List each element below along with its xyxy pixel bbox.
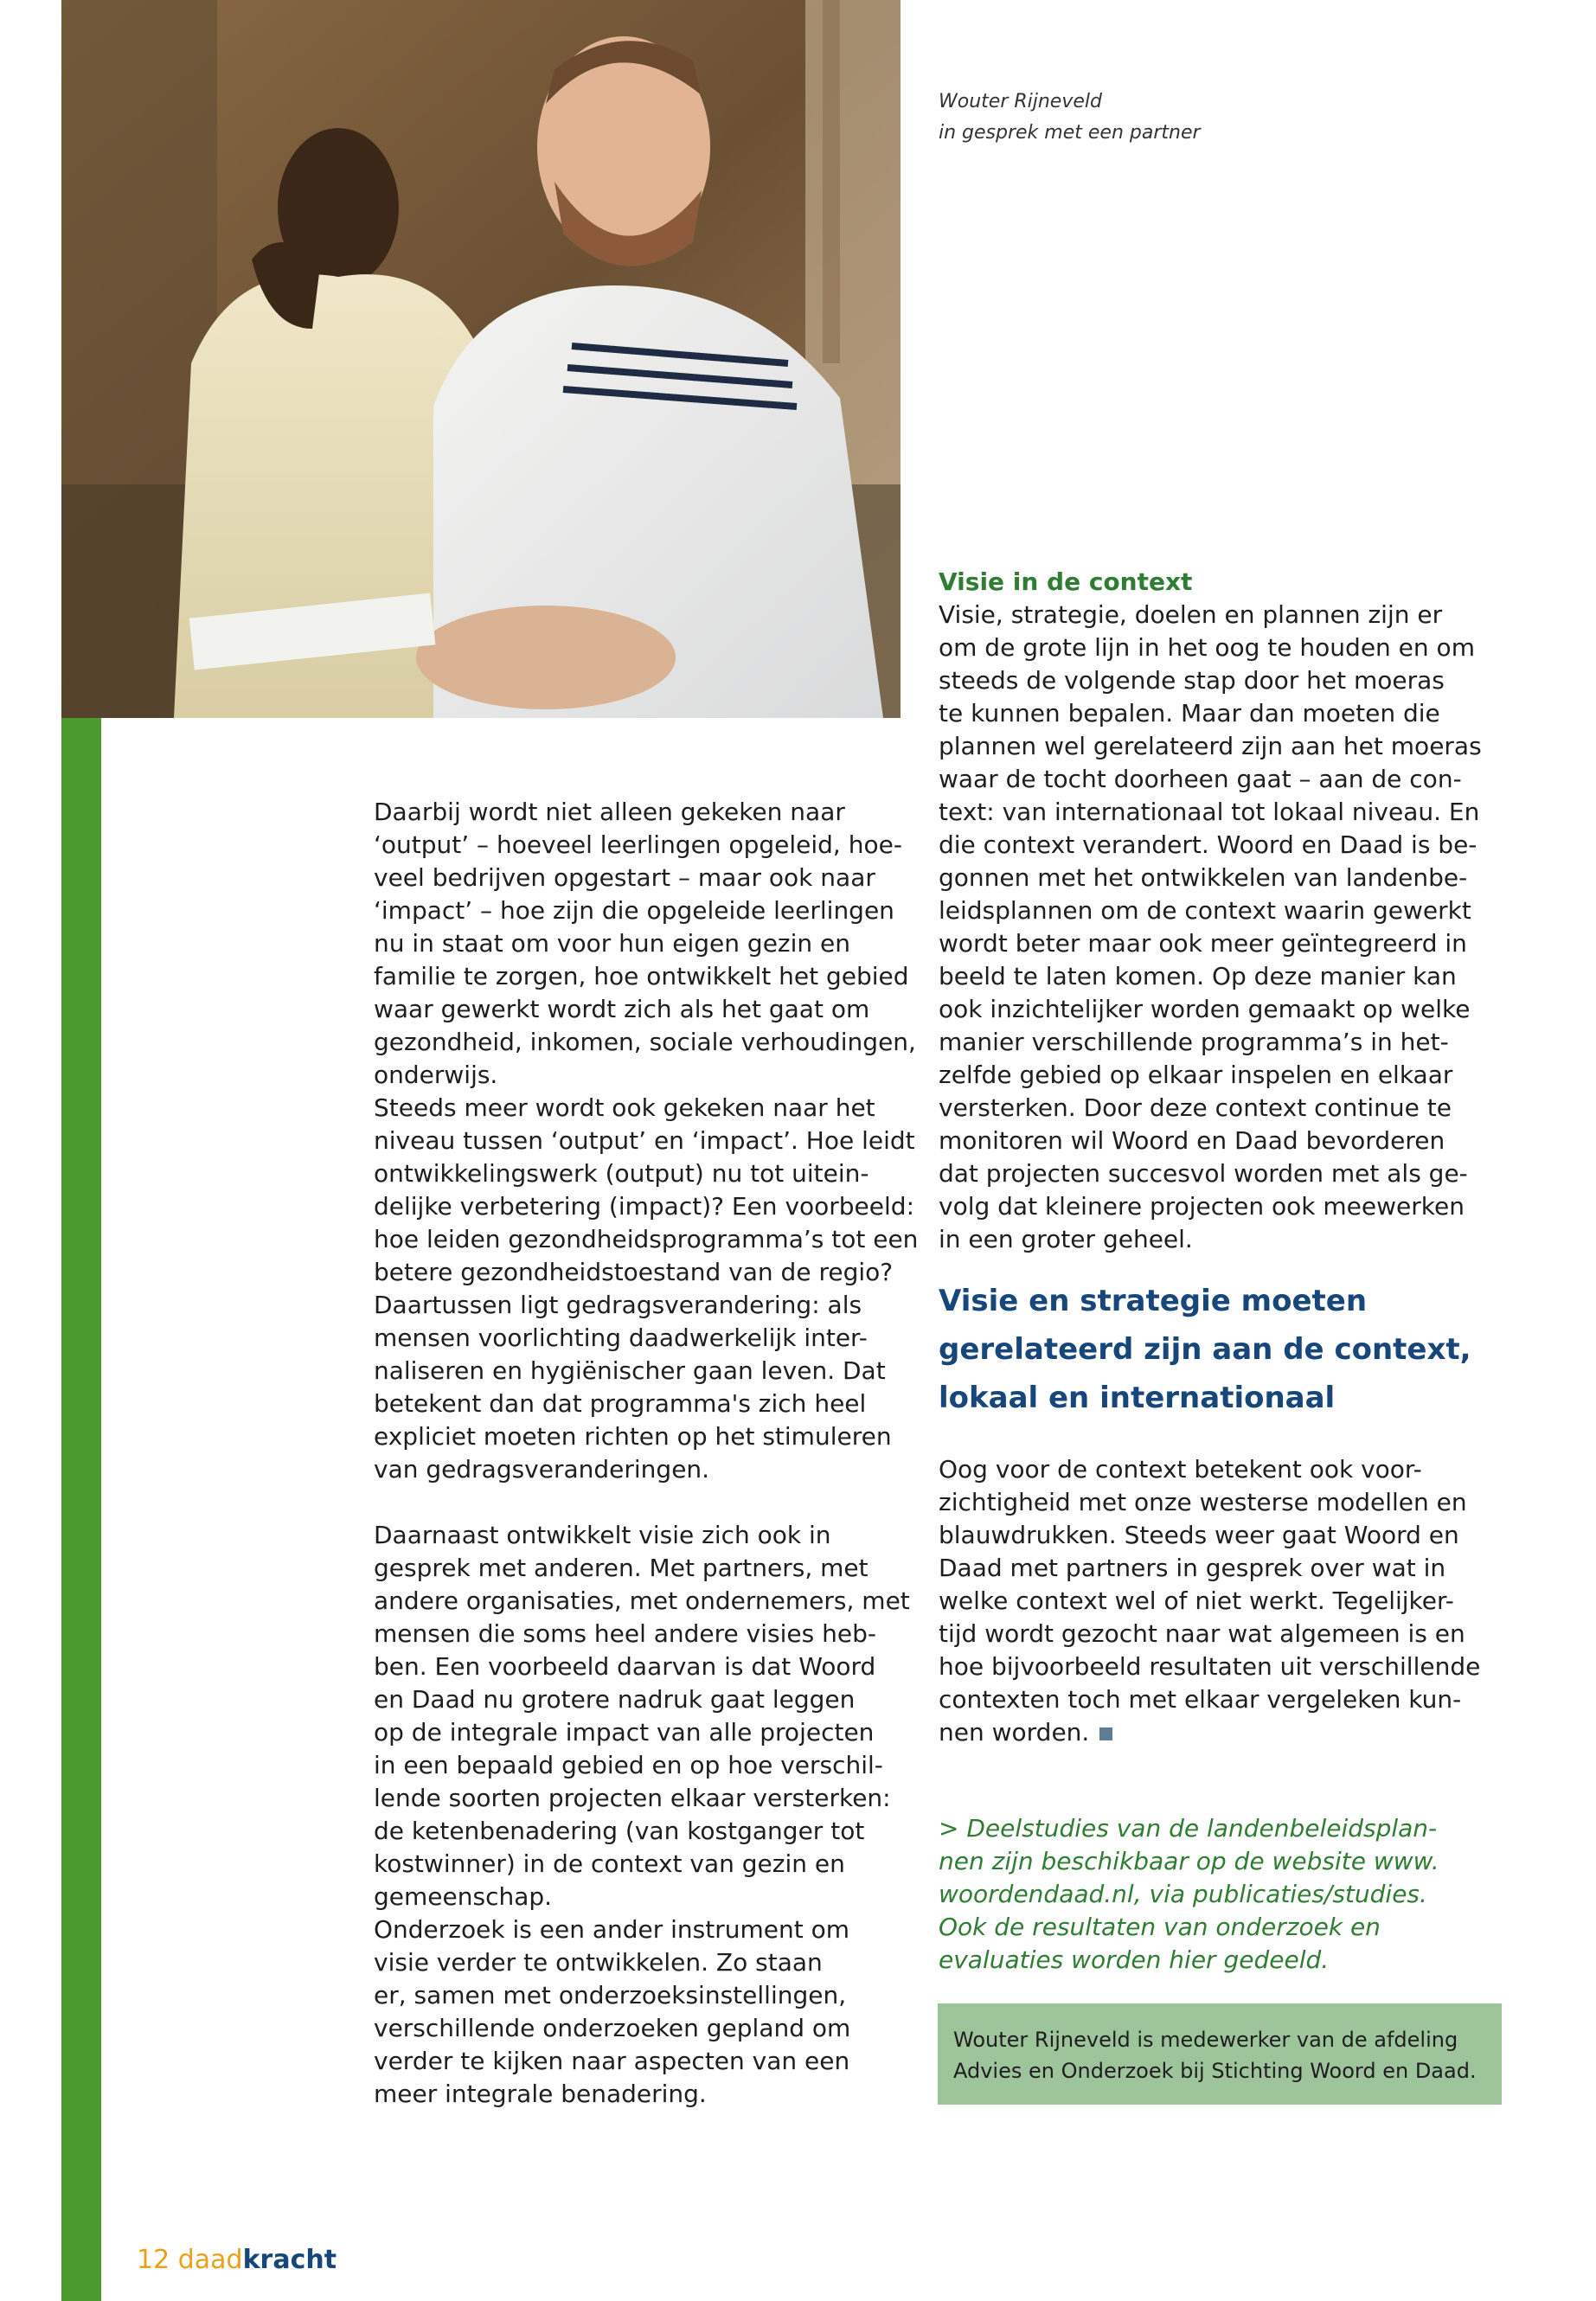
paragraph-line: text: van internationaal tot lokaal niveau. En [939,798,1480,826]
paragraph-line: gonnen met het ontwikkelen van landenbe- [939,863,1468,892]
paragraph-line: om de grote lijn in het oog te houden en om [939,633,1475,662]
caption-line-2: in gesprek met een partner [939,122,1201,144]
paragraph-line: volg dat kleinere projecten ook meewerken [939,1192,1465,1221]
bio-line: Advies en Onderzoek bij Stichting Woord en Daad. [953,2059,1477,2083]
paragraph-line: verschillende onderzoeken gepland om [374,2014,851,2042]
photo-caption [939,87,1371,149]
paragraph-line: ‘output’ – hoeveel leerlingen opgeleid, hoe- [374,830,902,859]
paragraph-line: Daartussen ligt gedragsverandering: als [374,1291,862,1319]
photo-illustration [61,0,901,718]
right-column-text [939,566,1482,1256]
paragraph-line: nu in staat om voor hun eigen gezin en [374,929,851,958]
paragraph-line: er, samen met onderzoeksinstellingen, [374,1981,847,2009]
link-note-line: woordendaad.nl, via publicaties/studies. [939,1880,1427,1908]
paragraph-line: familie te zorgen, hoe ontwikkelt het gebied [374,962,909,990]
paragraph-line: plannen wel gerelateerd zijn aan het moeras [939,732,1482,760]
paragraph-line: Daad met partners in gesprek over wat in [939,1554,1446,1582]
paragraph-line: waar de tocht doorheen gaat – aan de con- [939,765,1462,793]
paragraph-line: wordt beter maar ook meer geïntegreerd in [939,929,1467,958]
paragraph-line: monitoren wil Woord en Daad bevorderen [939,1126,1445,1155]
paragraph-line: blauwdrukken. Steeds weer gaat Woord en [939,1521,1459,1549]
paragraph-line: Steeds meer wordt ook gekeken naar het [374,1093,875,1122]
paragraph-line: veel bedrijven opgestart – maar ook naar [374,863,875,892]
paragraph-line: delijke verbetering (impact)? Een voorbeeld: [374,1192,914,1221]
paragraph-line: niveau tussen ‘output’ en ‘impact’. Hoe leidt [374,1126,915,1155]
pull-quote-line: gerelateerd zijn aan de context, [939,1332,1471,1367]
paragraph-line: betere gezondheidstoestand van de regio? [374,1258,894,1286]
paragraph-line: beeld te laten komen. Op deze manier kan [939,962,1457,990]
paragraph-line: onderwijs. [374,1061,498,1089]
paragraph-line: zichtigheid met onze westerse modellen en [939,1488,1467,1516]
link-note-line: evaluaties worden hier gedeeld. [939,1945,1330,1974]
brand-kracht: kracht [242,2245,337,2275]
paragraph-line: waar gewerkt wordt zich als het gaat om [374,995,870,1023]
link-note-line: Ook de resultaten van onderzoek en [939,1913,1381,1941]
paragraph-line: expliciet moeten richten op het stimuleren [374,1422,892,1451]
photo [61,0,901,718]
author-bio-box [938,2003,1502,2105]
paragraph-line: tijd wordt gezocht naar wat algemeen is en [939,1619,1465,1648]
paragraph-line: ook inzichtelijker worden gemaakt op welke [939,995,1471,1023]
paragraph-line: de ketenbenadering (van kostganger tot [374,1817,865,1845]
paragraph-line: ben. Een voorbeeld daarvan is dat Woord [374,1652,876,1681]
paragraph-line: te kunnen bepalen. Maar dan moeten die [939,699,1440,727]
paragraph-line: Onderzoek is een ander instrument om [374,1915,850,1944]
paragraph-line: van gedragsveranderingen. [374,1455,710,1484]
paragraph-line: mensen voorlichting daadwerkelijk inter- [374,1324,868,1352]
closing-paragraph [939,1453,1481,1749]
paragraph-line: welke context wel of niet werkt. Tegelijker- [939,1586,1454,1615]
caption-line-1: Wouter Rijneveld [939,91,1102,112]
paragraph-line: leidsplannen om de context waarin gewerkt [939,896,1471,925]
page-footer [137,2245,337,2275]
paragraph-line: en Daad nu grotere nadruk gaat leggen [374,1685,856,1714]
paragraph-line: gezondheid, inkomen, sociale verhoudingen, [374,1028,916,1056]
link-note [939,1812,1492,1977]
paragraph-line: lende soorten projecten elkaar versterken: [374,1784,891,1812]
paragraph-line: ‘impact’ – hoe zijn die opgeleide leerlingen [374,896,894,925]
paragraph-line [374,1486,901,1519]
paragraph-line: versterken. Door deze context continue te [939,1093,1452,1122]
paragraph-line: zelfde gebied op elkaar inspelen en elkaar [939,1061,1453,1089]
paragraph-line: Daarnaast ontwikkelt visie zich ook in [374,1521,831,1549]
paragraph-line: ontwikkelingswerk (output) nu tot uitein- [374,1159,869,1188]
paragraph-line: dat projecten succesvol worden met als ge- [939,1159,1468,1188]
pull-quote-line: lokaal en internationaal [939,1381,1336,1415]
paragraph-line: verder te kijken naar aspecten van een [374,2047,850,2075]
bio-line: Wouter Rijneveld is medewerker van de afdeling [953,2028,1458,2052]
paragraph-line: die context verandert. Woord en Daad is be- [939,830,1477,859]
section-heading: Visie in de context [939,567,1193,596]
brand-daad: daad [177,2245,243,2275]
paragraph-line: mensen die soms heel andere visies heb- [374,1619,876,1648]
paragraph-line: naliseren en hygiënischer gaan leven. Dat [374,1356,886,1385]
paragraph-line: Oog voor de context betekent ook voor- [939,1455,1422,1484]
paragraph-line: hoe bijvoorbeeld resultaten uit verschillende [939,1652,1481,1681]
paragraph-line: kostwinner) in de context van gezin en [374,1849,845,1878]
paragraph-line: Daarbij wordt niet alleen gekeken naar [374,798,845,826]
paragraph-line: visie verder te ontwikkelen. Zo staan [374,1948,823,1977]
paragraph-line: nen worden. [939,1716,1475,1749]
paragraph-line: betekent dan dat programma's zich heel [374,1389,867,1418]
paragraph-line: gesprek met anderen. Met partners, met [374,1554,869,1582]
paragraph-line: contexten toch met elkaar vergeleken kun- [939,1685,1462,1714]
pull-quote [939,1277,1475,1422]
link-note-line: > Deelstudies van de landenbeleidsplan- [939,1814,1438,1843]
paragraph-line: gemeenschap. [374,1882,553,1911]
end-square-icon [1099,1727,1112,1740]
paragraph-line: manier verschillende programma’s in het- [939,1028,1449,1056]
paragraph-line: meer integrale benadering. [374,2080,707,2108]
paragraph-line: steeds de volgende stap door het moeras [939,666,1445,695]
paragraph-line: hoe leiden gezondheidsprogramma’s tot een [374,1225,919,1253]
paragraph-line: in een groter geheel. [939,1225,1193,1253]
paragraph-line: andere organisaties, met ondernemers, met [374,1586,910,1615]
paragraph-line: in een bepaald gebied en op hoe verschil- [374,1751,883,1779]
link-note-line: nen zijn beschikbaar op de website www. [939,1847,1439,1875]
page-number: 12 [137,2245,170,2275]
pull-quote-line: Visie en strategie moeten [939,1284,1368,1318]
paragraph-line: op de integrale impact van alle projecten [374,1718,875,1747]
paragraph-line: Visie, strategie, doelen en plannen zijn er [939,600,1443,629]
left-column-text [374,796,919,2111]
